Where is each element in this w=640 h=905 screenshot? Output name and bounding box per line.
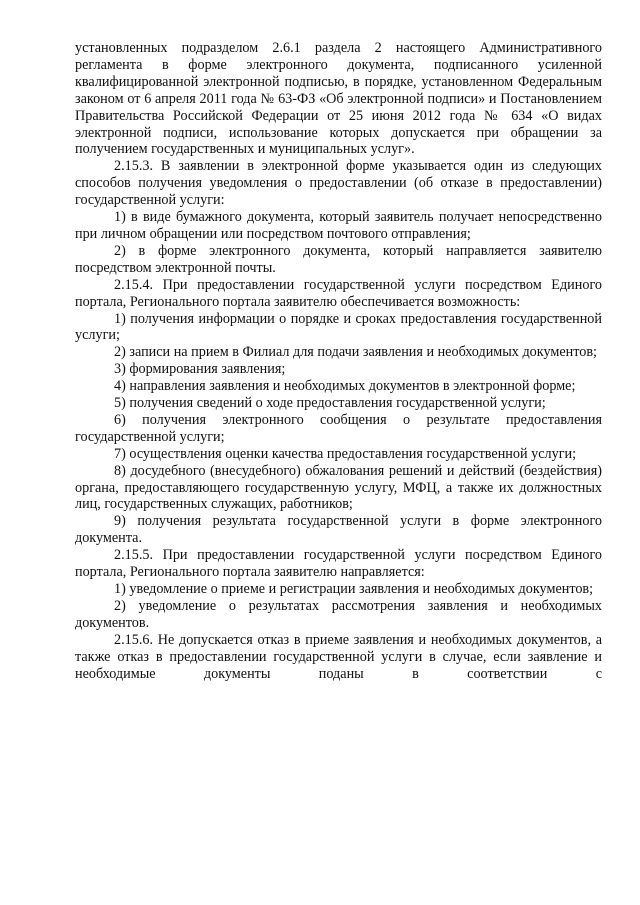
document-paragraph: 2) записи на прием в Филиал для подачи заявления и необходимых документов;: [114, 344, 597, 361]
document-page: [75, 40, 602, 682]
document-paragraph: 1) в виде бумажного документа, который заявитель получает непосредственно при личном обращении или посредством почтового отправления;: [75, 209, 602, 242]
document-paragraph: 2.15.3. В заявлении в электронной форме указывается один из следующих способов получения уведомления о предоставлении (об отказе в предоставлении) государственной услуги:: [75, 158, 602, 209]
document-paragraph: 9) получения результата государственной услуги в форме электронного документа.: [75, 513, 602, 547]
document-paragraph: 2.15.6. Не допускается отказ в приеме заявления и необходимых документов, а также отказ в предоставлении государственной услуги в случае, если заявление и необходимые документы поданы в соответствии с: [75, 631, 602, 682]
document-paragraph: 2) в форме электронного документа, который направляется заявителю посредством электронной почты.: [75, 242, 602, 276]
document-paragraph: 1) уведомление о приеме и регистрации заявления и необходимых документов;: [114, 581, 594, 597]
document-paragraph: 6) получения электронного сообщения о результате предоставления государственной услуги;: [75, 411, 602, 445]
document-paragraph: 5) получения сведений о ходе предоставления государственной услуги;: [114, 395, 546, 412]
document-paragraph: 3) формирования заявления;: [114, 361, 286, 378]
document-paragraph: 8) досудебного (внесудебного) обжалования решений и действий (бездействия) органа, предоставляющего государственную услугу, МФЦ, а также их должностных лиц, государственных служащих, работников;: [75, 462, 602, 513]
document-paragraph: 2.15.5. При предоставлении государственной услуги посредством Единого портала, Регионального портала заявителю направляется:: [75, 547, 602, 581]
document-paragraph: 2.15.4. При предоставлении государственной услуги посредством Единого портала, Регионального портала заявителю обеспечивается возможность:: [75, 276, 602, 310]
document-paragraph: установленных подразделом 2.6.1 раздела 2 настоящего Административного регламента в форме электронного документа, подписанного усиленной квалифицированной электронной подписью, в порядке, установленном Федеральным законом от 6 апреля 2011 года № 63-ФЗ «Об электронной подписи» и Постановлением Правительства Российской Федерации от 25 июня 2012 года № 634 «О видах электронной подписи, использование которых допускается при обращении за получением государственных и муниципальных услуг».: [75, 40, 602, 158]
document-paragraph: 2) уведомление о результатах рассмотрения заявления и необходимых документов.: [75, 597, 602, 631]
document-paragraph: 7) осуществления оценки качества предоставления государственной услуги;: [114, 445, 577, 462]
document-paragraph: 4) направления заявления и необходимых документов в электронной форме;: [114, 378, 576, 395]
document-paragraph: 1) получения информации о порядке и сроках предоставления государственной услуги;: [75, 310, 602, 344]
